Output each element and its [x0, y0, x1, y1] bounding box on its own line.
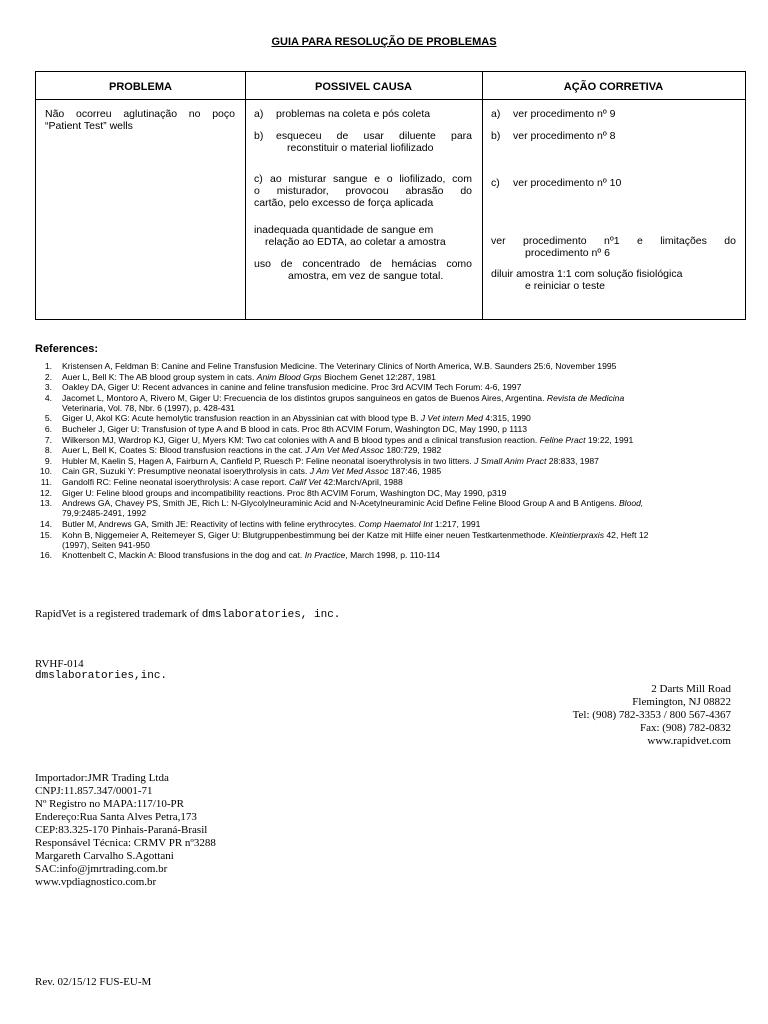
- action-text: ver procedimento nº 9: [513, 108, 616, 120]
- action-text: ver procedimento nº 10: [513, 177, 622, 189]
- document-title: GUIA PARA RESOLUÇÃO DE PROBLEMAS: [271, 36, 497, 48]
- action-item-c: [491, 177, 736, 189]
- header-acao-corretiva: AÇÃO CORRETIVA: [482, 72, 745, 100]
- cause-item-c: [254, 173, 472, 209]
- reference-number: 13.: [40, 498, 52, 509]
- cause-text: inadequada quantidade de sangue em: [254, 224, 434, 236]
- problem-column: [36, 72, 246, 319]
- action-text: procedimento nº 6: [525, 247, 610, 259]
- reference-item: [28, 498, 738, 518]
- reference-line: Giger U, Akol KG: Acute hemolytic transfusion reaction in an Abyssinian cat with blood type B. J Vet intern Med 4:315, 1990: [62, 413, 531, 424]
- action-text: ver procedimento nº 8: [513, 130, 616, 142]
- reference-line: Cain GR, Suzuki Y: Presumptive neonatal isoerythrolysis in cats. J Am Vet Med Assoc 187:46, 1985: [62, 466, 442, 477]
- cause-text: relação ao EDTA, ao coletar a amostra: [265, 236, 446, 248]
- reference-text: [62, 488, 738, 498]
- reference-text: [62, 550, 738, 560]
- document-code: RVHF-014: [35, 658, 84, 670]
- reference-line: Hubler M, Kaelin S, Hagen A, Fairburn A, Canfield P, Ruesch P: Feline neonatal isoerythrolysis in two litters. J Small Anim Pract 28:833, 1987: [62, 455, 599, 466]
- reference-number: 8.: [44, 445, 52, 456]
- reference-text: [62, 456, 738, 466]
- action-item-d: [491, 235, 736, 259]
- reference-text: [62, 466, 738, 476]
- importer-sac-email[interactable]: SAC:info@jmrtrading.com.br: [35, 863, 168, 875]
- website-link[interactable]: www.rapidvet.com: [647, 735, 731, 747]
- reference-number: 1.: [44, 361, 52, 371]
- importer-website-link[interactable]: www.vpdiagnostico.com.br: [35, 876, 157, 888]
- cause-text: o misturador, provocou abrasão do: [254, 185, 472, 197]
- revision-code: Rev. 02/15/12 FUS-EU-M: [35, 976, 152, 988]
- action-text: ver procedimento nº1 e limitações do: [491, 235, 736, 247]
- reference-item: [28, 382, 738, 392]
- reference-line: Gandolfi RC: Feline neonatal isoerythrolysis: A case report. Calif Vet 42:March/April, 1988: [62, 477, 403, 488]
- cause-marker: a): [254, 108, 264, 120]
- troubleshooting-table: [35, 71, 746, 320]
- reference-item: [28, 435, 738, 445]
- cause-item-a: [254, 108, 472, 120]
- reference-item: [28, 488, 738, 498]
- reference-item: [28, 424, 738, 434]
- reference-number: 11.: [40, 477, 52, 488]
- reference-line: (1997), Seiten 941-950: [62, 539, 150, 550]
- reference-number: 16.: [40, 550, 52, 561]
- reference-text: [62, 519, 738, 529]
- reference-number: 12.: [40, 487, 52, 498]
- reference-text: [62, 477, 738, 487]
- reference-text: [62, 435, 738, 445]
- cause-text: uso de concentrado de hemácias como: [254, 258, 472, 270]
- header-possivel-causa: POSSIVEL CAUSA: [245, 72, 482, 100]
- phone-line: Tel: (908) 782-3353 / 800 567-4367: [572, 709, 731, 721]
- cause-item-d: [254, 224, 472, 248]
- cause-text: ao misturar sangue e o liofilizado, com: [270, 173, 472, 185]
- importer-cep: CEP:83.325-170 Pinhais-Paraná-Brasil: [35, 824, 208, 836]
- reference-item: [28, 445, 738, 455]
- problem-line: “Patient Test” wells: [45, 120, 133, 132]
- references-heading: References:: [35, 343, 98, 355]
- reference-line: Kristensen A, Feldman B: Canine and Feline Transfusion Medicine. The Veterinary Clinics of North America, W.B. Saunders 25:6, November 1995: [62, 361, 617, 371]
- reference-text: [62, 361, 738, 371]
- reference-line: Wilkerson MJ, Wardrop KJ, Giger U, Myers KM: Two cat colonies with A and B blood types and a clinical transfusion reaction. Feline Pract 19:22, 1991: [62, 434, 634, 445]
- reference-number: 4.: [44, 392, 52, 403]
- reference-number: 9.: [44, 455, 52, 466]
- reference-line: Butler M, Andrews GA, Smith JE: Reactivity of lectins with feline erythrocytes. Comp Haematol Int 1:217, 1991: [62, 518, 481, 529]
- reference-item: [28, 372, 738, 382]
- reference-line: Oakley DA, Giger U: Recent advances in canine and feline transfusion medicine. Proc 3rd ACVIM Tech Forum: 4-6, 1997: [62, 382, 522, 393]
- reference-line: Andrews GA, Chavey PS, Smith JE, Rich L: N-Glycolylneuraminic Acid and N-Acetylneuraminic Acid Define Feline Blood Group A and B Antigens. Blood,: [62, 498, 644, 509]
- reference-line: Veterinaria, Vol. 78, Nbr. 6 (1997), p. 428-431: [62, 402, 235, 413]
- company-name: dmslaboratories,inc.: [35, 670, 168, 682]
- cause-text: cartão, pelo excesso de força aplicada: [254, 197, 434, 209]
- importer-registry: Nº Registro no MAPA:117/10-PR: [35, 798, 184, 810]
- reference-number: 15.: [40, 529, 52, 540]
- reference-text: [62, 372, 738, 382]
- problem-line: Não ocorreu aglutinação no poço: [45, 108, 235, 120]
- action-column: [482, 72, 745, 319]
- reference-line: Giger U: Feline blood groups and incompatibility reactions. Proc 8th ACVIM Forum, Washington DC, May 1990, p319: [62, 487, 507, 498]
- reference-number: 7.: [44, 434, 52, 445]
- cause-column: [245, 72, 483, 319]
- reference-line: Bucheler J, Giger U: Transfusion of type A and B blood in cats. Proc 8th ACVIM Forum, Washington DC, May 1990, p 1113: [62, 424, 528, 435]
- reference-text: [62, 498, 738, 518]
- reference-item: [28, 519, 738, 529]
- reference-item: [28, 477, 738, 487]
- reference-number: 14.: [40, 518, 52, 529]
- reference-text: [62, 530, 738, 550]
- reference-item: [28, 550, 738, 560]
- cause-marker: b): [254, 130, 264, 142]
- action-item-e: [491, 268, 736, 292]
- reference-line: Knottenbelt C, Mackin A: Blood transfusions in the dog and cat. In Practice, March 1998, p. 110-114: [62, 550, 441, 561]
- action-marker: c): [491, 177, 500, 189]
- cause-text: esqueceu de usar diluente para: [276, 130, 472, 142]
- address-line: 2 Darts Mill Road: [651, 683, 731, 695]
- action-item-a: [491, 108, 736, 120]
- importer-cnpj: CNPJ:11.857.347/0001-71: [35, 785, 153, 797]
- reference-line: Auer L, Bell K: The AB blood group system in cats. Anim Blood Grps Biochem Genet 12:287, 1981: [62, 371, 436, 382]
- reference-text: [62, 393, 738, 413]
- reference-line: 79,9:2485-2491, 1992: [62, 508, 147, 519]
- cause-text: amostra, em vez de sangue total.: [288, 270, 444, 282]
- trademark-company: dmslaboratories, inc.: [201, 609, 341, 621]
- reference-text: [62, 413, 738, 423]
- reference-line: Jacomet L, Montoro A, Rivero M, Giger U: Frecuencia de los distintos grupos sanguineos en gatos de Buenos Aires, Argentina. Revista de Medicina: [62, 392, 625, 403]
- reference-number: 5.: [44, 413, 52, 424]
- header-problema: PROBLEMA: [36, 72, 245, 100]
- action-text: e reiniciar o teste: [525, 280, 605, 292]
- reference-line: Kohn B, Niggemeier A, Reitemeyer S, Giger U: Blutgruppenbestimmung bei der Katze mit Hilfe einer neuen Testkartenmethode. Kleintierpraxis 42, Heft 12: [62, 529, 649, 540]
- reference-text: [62, 445, 738, 455]
- importer-address: Endereço:Rua Santa Alves Petra,173: [35, 811, 197, 823]
- action-marker: b): [491, 130, 501, 142]
- reference-text: [62, 424, 738, 434]
- importer-line: Importador:JMR Trading Ltda: [35, 772, 169, 784]
- reference-item: [28, 530, 738, 550]
- reference-number: 10.: [40, 466, 52, 477]
- address-line: Flemington, NJ 08822: [632, 696, 731, 708]
- action-text: diluir amostra 1:1 com solução fisiológica: [491, 268, 683, 280]
- reference-number: 3.: [44, 382, 52, 393]
- reference-item: [28, 456, 738, 466]
- reference-text: [62, 382, 738, 392]
- problem-cell: [45, 108, 235, 132]
- reference-item: [28, 361, 738, 371]
- fax-line: Fax: (908) 782-0832: [639, 722, 731, 734]
- action-item-b: [491, 130, 736, 142]
- trademark-line: [35, 608, 340, 622]
- action-marker: a): [491, 108, 501, 120]
- trademark-text: RapidVet is a registered trademark of: [35, 608, 200, 620]
- cause-marker: c): [254, 173, 263, 185]
- references-list: [28, 361, 738, 561]
- reference-number: 6.: [44, 424, 52, 435]
- importer-responsible: Responsável Técnica: CRMV PR nº3288: [35, 837, 216, 849]
- reference-item: [28, 393, 738, 413]
- cause-text: problemas na coleta e pós coleta: [276, 108, 431, 120]
- reference-line: Auer L, Bell K, Coates S: Blood transfusion reactions in the cat. J Am Vet Med Assoc 180:729, 1982: [62, 445, 442, 456]
- importer-responsible-name: Margareth Carvalho S.Agottani: [35, 850, 174, 862]
- cause-text: reconstituir o material liofilizado: [287, 142, 434, 154]
- reference-item: [28, 466, 738, 476]
- cause-item-b: [254, 130, 472, 154]
- cause-item-e: [254, 258, 472, 282]
- reference-item: [28, 413, 738, 423]
- reference-number: 2.: [44, 371, 52, 382]
